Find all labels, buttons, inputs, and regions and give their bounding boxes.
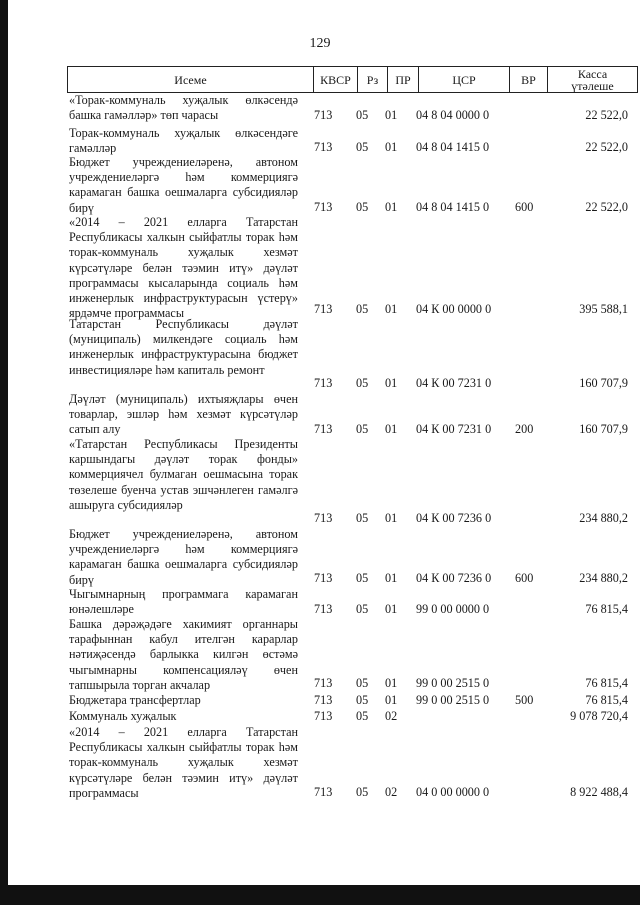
row-kvsr: 713 — [314, 571, 333, 585]
row-csr: 04 К 00 0000 0 — [416, 302, 492, 316]
row-rz: 05 — [356, 140, 369, 154]
row-csr: 99 0 00 0000 0 — [416, 602, 490, 616]
row-kvsr: 713 — [314, 785, 333, 799]
row-pr: 01 — [385, 108, 398, 122]
row-name: Бюджет учреждениеләренә, автоном учреждениеләргә һәм коммерциягә карамаган башка оешмаларга субсидияләр бирү — [69, 155, 298, 215]
row-csr: 04 8 04 1415 0 — [416, 200, 490, 214]
row-kvsr: 713 — [314, 693, 333, 707]
row-csr: 04 8 04 1415 0 — [416, 140, 490, 154]
row-kvsr: 713 — [314, 602, 333, 616]
row-sum: 22 522,0 — [585, 108, 628, 122]
header-csr: ЦСР — [418, 67, 509, 92]
row-rz: 05 — [356, 571, 369, 585]
scan-edge-left — [0, 0, 8, 905]
row-pr: 01 — [385, 302, 398, 316]
row-sum: 22 522,0 — [585, 140, 628, 154]
table-header — [67, 66, 638, 93]
row-pr: 02 — [385, 785, 398, 799]
header-sum — [547, 67, 637, 92]
row-name: «2014 – 2021 елларга Татарстан Республикасы халкын сыйфатлы торак һәм торак-коммуналь хуҗалык хезмәт күрсәтүләре белән тәэмин итү» дәүләт программасы кысаларында социаль һәм инженерлык инфраструктурасын үстерү» ярдәмче программасы — [69, 215, 298, 321]
row-name: «Татарстан Республикасы Президенты каршындагы дәүләт торак фонды» коммерциячел булмаган оешмасына торак төзелеше буенча устав эшчәнлеген гамәлгә ашыруга субсидияләр — [69, 437, 298, 512]
row-pr: 01 — [385, 422, 398, 436]
row-name: Башка дәрәҗәдәге хакимият органнары тарафыннан кабул ителгән карарлар нәтиҗәсендә барлыкка килгән өстәмә чыгымнарны компенсацияләү өчен тапшырыла торган акчалар — [69, 617, 298, 692]
row-pr: 01 — [385, 376, 398, 390]
header-sum-line2: үтәлеше — [571, 78, 614, 93]
row-rz: 05 — [356, 108, 369, 122]
row-rz: 05 — [356, 422, 369, 436]
row-kvsr: 713 — [314, 676, 333, 690]
row-rz: 05 — [356, 602, 369, 616]
row-rz: 05 — [356, 693, 369, 707]
row-kvsr: 713 — [314, 140, 333, 154]
row-sum: 395 588,1 — [579, 302, 628, 316]
row-rz: 05 — [356, 676, 369, 690]
row-pr: 01 — [385, 676, 398, 690]
row-name: Татарстан Республикасы дәүләт (муниципаль) милкендәге социаль һәм инженерлык инфраструктурасына бюджет инвестицияләре һәм капиталь ремонт — [69, 317, 298, 377]
row-csr: 04 К 00 7236 0 — [416, 511, 492, 525]
row-rz: 05 — [356, 200, 369, 214]
header-kvsr: КВСР — [313, 67, 357, 92]
row-rz: 05 — [356, 709, 369, 723]
row-name: Торак-коммуналь хуҗалык өлкәсендәге гамәлләр — [69, 126, 298, 156]
row-name: «Торак-коммуналь хуҗалык өлкәсендә башка гамәлләр» төп чарасы — [69, 93, 298, 123]
row-rz: 05 — [356, 302, 369, 316]
row-sum: 8 922 488,4 — [570, 785, 628, 799]
row-csr: 04 8 04 0000 0 — [416, 108, 490, 122]
row-name: Бюджетара трансфертлар — [69, 693, 201, 707]
row-kvsr: 713 — [314, 376, 333, 390]
row-csr: 04 К 00 7231 0 — [416, 422, 492, 436]
row-csr: 04 К 00 7236 0 — [416, 571, 492, 585]
row-vr: 200 — [515, 422, 534, 436]
scan-edge-bottom — [0, 885, 640, 905]
page-number: 129 — [309, 36, 331, 51]
row-sum: 160 707,9 — [579, 376, 628, 390]
header-name: Исеме — [174, 72, 207, 87]
row-vr: 500 — [515, 693, 534, 707]
row-sum: 234 880,2 — [579, 571, 628, 585]
row-csr: 99 0 00 2515 0 — [416, 693, 490, 707]
header-sum-line1: Касса — [577, 66, 608, 81]
row-kvsr: 713 — [314, 200, 333, 214]
row-pr: 01 — [385, 693, 398, 707]
row-kvsr: 713 — [314, 709, 333, 723]
row-pr: 01 — [385, 571, 398, 585]
row-name: Дәүләт (муниципаль) ихтыяҗлары өчен товарлар, эшләр һәм хезмәт күрсәтүләр сатып алу — [69, 392, 298, 437]
row-vr: 600 — [515, 200, 534, 214]
row-kvsr: 713 — [314, 302, 333, 316]
row-pr: 01 — [385, 200, 398, 214]
row-name: Коммуналь хуҗалык — [69, 709, 177, 723]
row-name: Бюджет учреждениеләренә, автоном учреждениеләргә һәм коммерциягә карамаган башка оешмаларга субсидияләр бирү — [69, 527, 298, 587]
row-kvsr: 713 — [314, 108, 333, 122]
row-kvsr: 713 — [314, 511, 333, 525]
row-csr: 04 0 00 0000 0 — [416, 785, 490, 799]
row-pr: 01 — [385, 140, 398, 154]
header-pr: ПР — [387, 67, 418, 92]
row-pr: 01 — [385, 511, 398, 525]
row-csr: 04 К 00 7231 0 — [416, 376, 492, 390]
row-sum: 76 815,4 — [585, 693, 628, 707]
row-name: «2014 – 2021 елларга Татарстан Республикасы халкын сыйфатлы торак һәм торак-коммуналь хуҗалык хезмәт күрсәтүләре белән тәэмин итү» дәүләт программасы — [69, 725, 298, 800]
row-rz: 05 — [356, 785, 369, 799]
row-name: Чыгымнарның программага карамаган юнәлешләре — [69, 587, 298, 617]
row-sum: 76 815,4 — [585, 676, 628, 690]
row-sum: 234 880,2 — [579, 511, 628, 525]
header-vr: ВР — [509, 67, 547, 92]
row-sum: 22 522,0 — [585, 200, 628, 214]
row-pr: 02 — [385, 709, 398, 723]
header-rz: Рз — [357, 67, 387, 92]
row-rz: 05 — [356, 511, 369, 525]
row-sum: 9 078 720,4 — [570, 709, 628, 723]
row-vr: 600 — [515, 571, 534, 585]
row-kvsr: 713 — [314, 422, 333, 436]
row-rz: 05 — [356, 376, 369, 390]
row-sum: 160 707,9 — [579, 422, 628, 436]
row-pr: 01 — [385, 602, 398, 616]
row-csr: 99 0 00 2515 0 — [416, 676, 490, 690]
row-sum: 76 815,4 — [585, 602, 628, 616]
